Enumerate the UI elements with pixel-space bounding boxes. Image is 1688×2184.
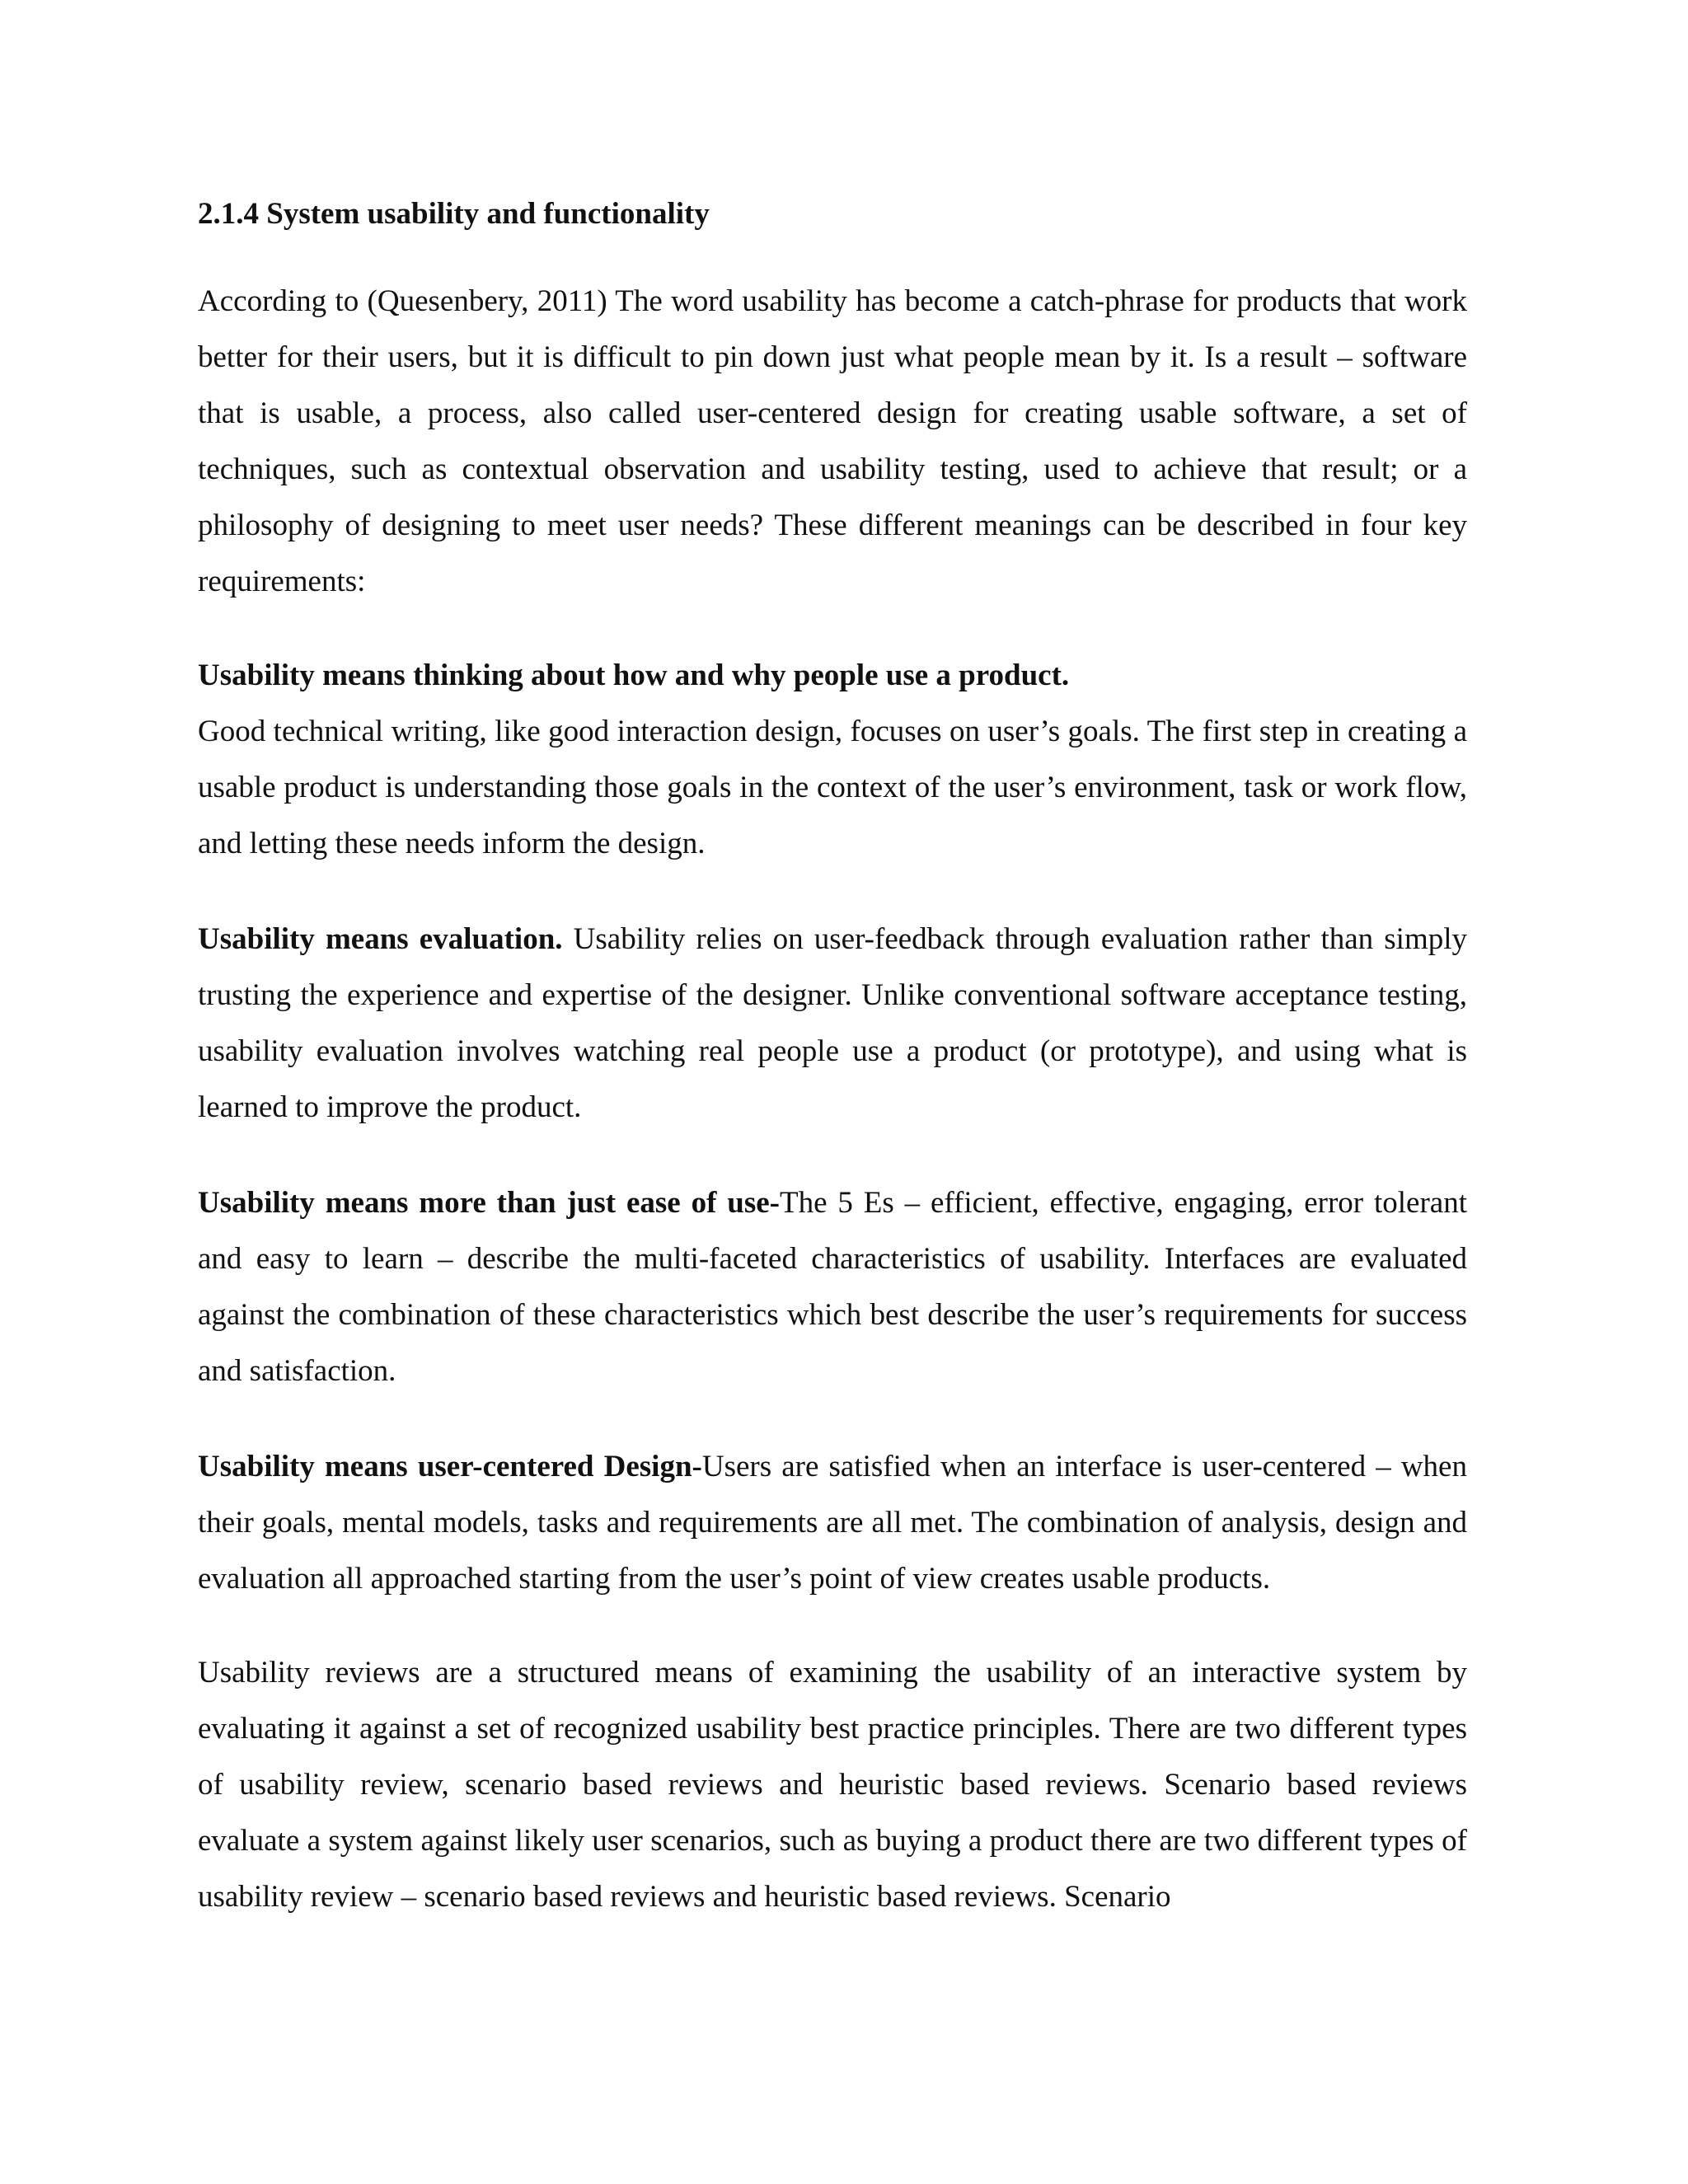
requirement-2-title: Usability means evaluation. (198, 922, 563, 956)
requirement-1-text: Good technical writing, like good interaction design, focuses on user’s goals. The first step in creating a usable product is understanding those goals in the context of the user’s environment, task or work flow, and letting these needs inform the design. (198, 715, 1467, 860)
document-page (198, 190, 1467, 1925)
section-heading: 2.1.4 System usability and functionality (198, 197, 710, 231)
requirement-1 (198, 648, 1467, 872)
requirement-1-title: Usability means thinking about how and why people use a product. (198, 658, 1070, 692)
requirement-3 (198, 1175, 1467, 1399)
requirement-3-title: Usability means more than just ease of use- (198, 1186, 780, 1220)
requirement-4 (198, 1439, 1467, 1607)
closing-paragraph: Usability reviews are a structured means of examining the usability of an interactive system by evaluating it against a set of recognized usability best practice principles. There are two different types of usability review, scenario based reviews and heuristic based reviews. Scenario based reviews evaluate a system against likely user scenarios, such as buying a product there are two different types of usability review – scenario based reviews and heuristic based reviews. Scenario (198, 1656, 1467, 1914)
requirement-3-text: The 5 Es – efficient, effective, engaging, error tolerant and easy to learn – describe the multi-faceted characteristics of usability. Interfaces are evaluated against the combination of these characteristics which best describe the user’s requirements for success and satisfaction. (198, 1186, 1467, 1388)
requirement-2-text: Usability relies on user-feedback through evaluation rather than simply trusting the experience and expertise of the designer. Unlike conventional software acceptance testing, usability evaluation involves watching real people use a product (or prototype), and using what is learned to improve the product. (198, 922, 1468, 1124)
requirement-4-text: Users are satisfied when an interface is user-centered – when their goals, mental models, tasks and requirements are all met. The combination of analysis, design and evaluation all approached starting from the user’s point of view creates usable products. (198, 1450, 1467, 1596)
requirement-4-title: Usability means user-centered Design- (198, 1450, 702, 1483)
intro-paragraph: According to (Quesenbery, 2011) The word usability has become a catch-phrase for products that work better for their users, but it is difficult to pin down just what people mean by it. Is a result – software that is usable, a process, also called user-centered design for creating usable software, a set of techniques, such as contextual observation and usability testing, used to achieve that result; or a philosophy of designing to meet user needs? These different meanings can be described in four key requirements: (198, 284, 1467, 598)
requirement-2 (198, 912, 1467, 1136)
